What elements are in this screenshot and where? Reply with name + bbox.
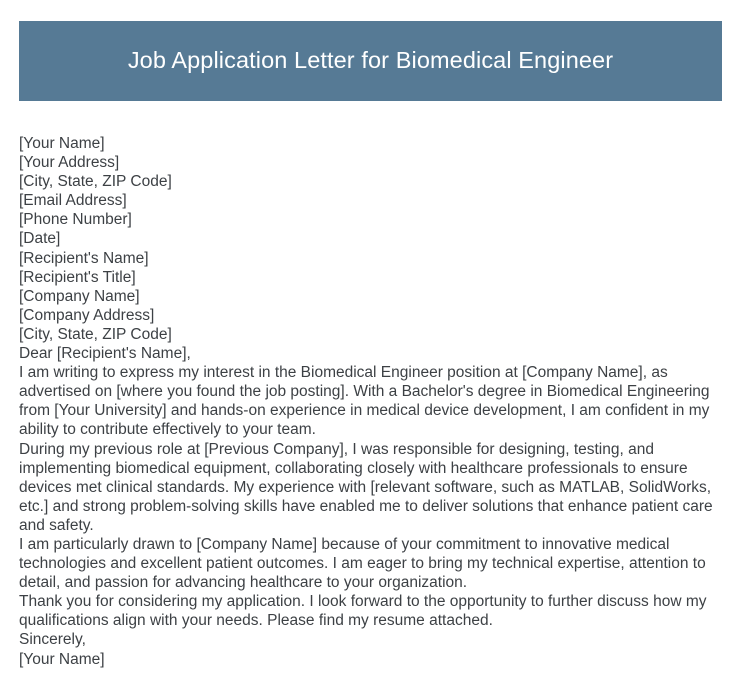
recipient-line-title: [Recipient's Title]	[19, 268, 136, 286]
recipient-address-block	[19, 249, 720, 344]
page-title: Job Application Letter for Biomedical Engineer	[127, 47, 614, 74]
recipient-line-company-name: [Company Name]	[19, 287, 140, 305]
recipient-line-city-state-zip: [City, State, ZIP Code]	[19, 325, 172, 343]
recipient-line-name: [Recipient's Name]	[19, 249, 149, 267]
recipient-line-company-address: [Company Address]	[19, 306, 155, 324]
body-paragraph-3: I am particularly drawn to [Company Name] because of your commitment to innovative medical technologies and excellent patient outcomes. I am eager to bring my technical expertise, attention to detail, and passion for advancing healthcare to your organization.	[19, 535, 706, 592]
sender-line-phone: [Phone Number]	[19, 211, 132, 229]
closing-salutation: Sincerely,	[19, 631, 86, 649]
document-header-banner	[19, 21, 722, 101]
body-paragraph-4: Thank you for considering my application. I look forward to the opportunity to further discuss how my qualifications align with your needs. Please find my resume attached.	[19, 593, 707, 630]
body-paragraph-2: During my previous role at [Previous Company], I was responsible for designing, testing, and implementing biomedical equipment, collaborating closely with healthcare professionals to ensure devices met clinical standards. My experience with [relevant software, such as MATLAB, SolidWorks, etc.] and strong problem-solving skills have enabled me to deliver solutions that enhance patient care and safety.	[19, 440, 713, 534]
body-paragraph-1: I am writing to express my interest in the Biomedical Engineer position at [Company Name], as advertised on [where you found the job posting]. With a Bachelor's degree in Biomedical Engineering from [Your University] and hands-on experience in medical device development, I am confident in my ability to contribute effectively to your team.	[19, 364, 710, 439]
sender-line-date: [Date]	[19, 230, 61, 248]
sender-line-address: [Your Address]	[19, 154, 120, 172]
sender-line-name: [Your Name]	[19, 135, 105, 152]
salutation: Dear [Recipient's Name],	[19, 345, 191, 363]
sender-line-email: [Email Address]	[19, 192, 127, 210]
sender-address-block	[19, 134, 720, 249]
letter-content	[19, 134, 720, 669]
signature-name: [Your Name]	[19, 650, 105, 668]
sender-line-city-state-zip: [City, State, ZIP Code]	[19, 173, 172, 191]
